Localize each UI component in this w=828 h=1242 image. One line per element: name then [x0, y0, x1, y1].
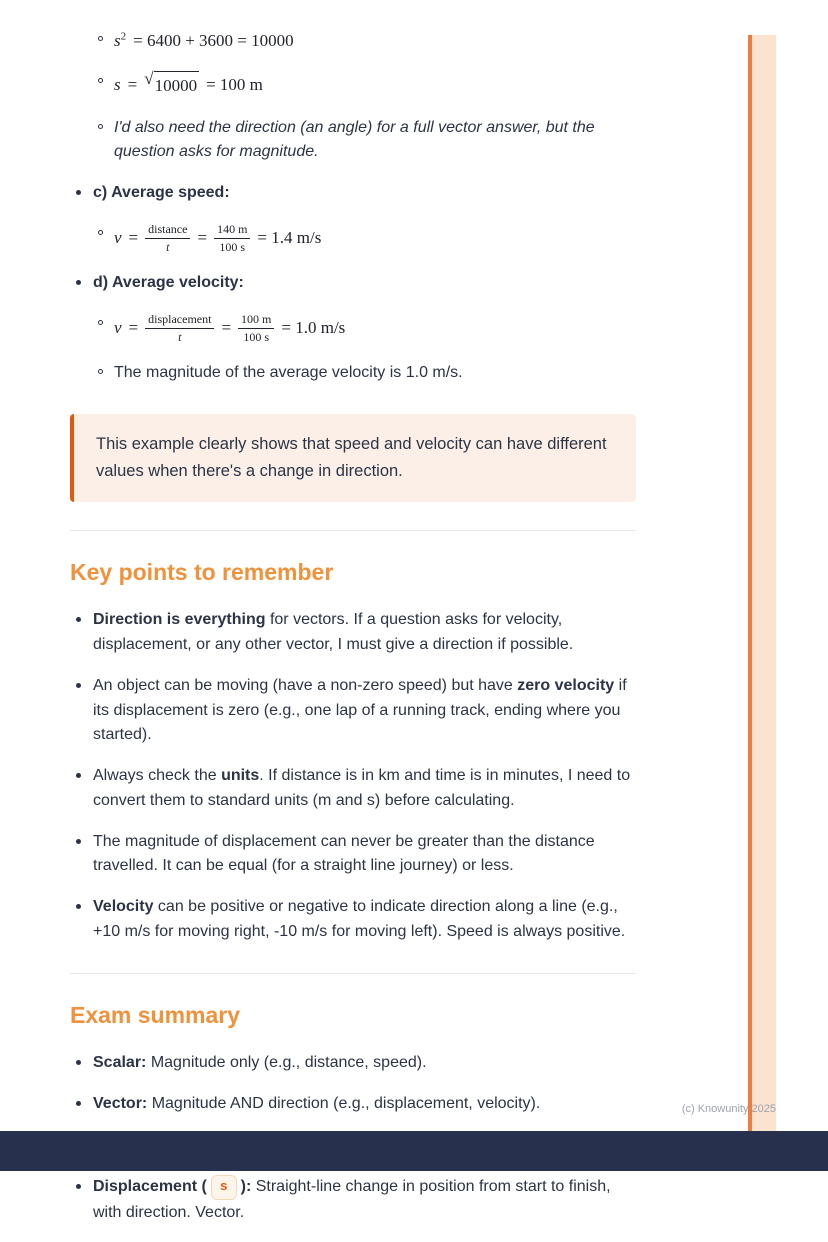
list-item [98, 222, 636, 255]
key-point: Direction is everything for vectors. If a question asks for velocity, displacement, or any other vector, I must give a direction if possible. [93, 611, 574, 653]
direction-note: I'd also need the direction (an angle) for a full vector answer, but the question asks for magnitude. [114, 118, 595, 161]
code-badge-s: s [211, 1175, 237, 1200]
math-fragment: = [128, 228, 139, 248]
document-content [70, 28, 636, 1242]
hollow-bullet-icon [98, 320, 103, 325]
math-fragment: = [128, 318, 139, 338]
key-point: An object can be moving (have a non-zero speed) but have zero velocity if its displacement is zero (e.g., one lap of a running track, ending where you started). [93, 676, 627, 744]
bullet-icon [76, 190, 81, 195]
fraction: $\frac{140 m}{100 s}$ [214, 222, 250, 255]
list-item [70, 1092, 636, 1117]
key-points-heading: Key points to remember [70, 559, 334, 586]
section-divider [70, 973, 636, 974]
list-item [70, 830, 636, 880]
part-c-label: c) Average speed: [93, 184, 230, 202]
math-fragment: = [127, 74, 138, 94]
list-item [98, 28, 636, 54]
exam-summary-heading: Exam summary [70, 1001, 241, 1028]
velocity-note: The magnitude of the average velocity is 1.0 m/s. [114, 363, 463, 381]
example-callout: This example clearly shows that speed and velocity can have different values when there's a change in direction. [70, 414, 636, 502]
key-point: Always check the units. If distance is in km and time is in minutes, I need to convert them to standard units (m and s) before calculating. [93, 767, 631, 809]
hollow-bullet-icon [98, 36, 103, 41]
part-d-label: d) Average velocity: [93, 274, 244, 292]
list-item [98, 116, 636, 166]
list-item [70, 271, 636, 296]
key-point: The magnitude of displacement can never be greater than the distance travelled. It can be equal (for a straight line journey) or less. [93, 832, 595, 875]
sqrt-expression: √ 10000 [144, 70, 199, 99]
equation-s-sqrt [114, 70, 636, 99]
key-point: Velocity can be positive or negative to indicate direction along a line (e.g., +10 m/s for moving right, -10 m/s for moving left). Speed is always positive. [93, 898, 626, 941]
bullet-icon [76, 1101, 81, 1106]
math-fragment: = [221, 318, 232, 338]
exam-point: Displacement ( s ): Straight-line change in position from start to finish, with direction. Vector. [93, 1175, 636, 1226]
list-item [98, 312, 636, 345]
list-item [70, 764, 636, 814]
math-fragment: = 1.4 m/s [257, 228, 322, 248]
list-item [70, 181, 636, 206]
list-item [70, 1051, 636, 1076]
hollow-bullet-icon [98, 78, 103, 83]
math-fragment: v [114, 318, 122, 338]
bullet-icon [76, 1184, 81, 1189]
copyright-watermark: (c) Knowunity 2025 [681, 1103, 776, 1115]
math-fragment: v [114, 228, 122, 248]
math-fragment: s [114, 74, 121, 94]
equation-average-velocity [114, 312, 636, 345]
section-divider [70, 530, 636, 531]
list-item [70, 1175, 636, 1226]
bullet-icon [76, 773, 81, 778]
bullet-icon [76, 617, 81, 622]
exam-point: Vector: Magnitude AND direction (e.g., displacement, velocity). [93, 1094, 541, 1112]
math-fragment: = 6400 + 3600 = 10000 [133, 31, 294, 50]
bullet-icon [76, 904, 81, 909]
fraction: $\frac{\text{distance}}{t}$ [145, 222, 190, 255]
list-item [98, 70, 636, 99]
footer-bar [0, 1131, 828, 1171]
hollow-bullet-icon [98, 369, 103, 374]
exam-point: Scalar: Magnitude only (e.g., distance, speed). [93, 1053, 427, 1071]
list-item [70, 608, 636, 658]
list-item [70, 674, 636, 748]
bullet-icon [76, 1060, 81, 1065]
fraction: $\frac{100 m}{100 s}$ [238, 312, 274, 345]
list-item [98, 361, 636, 386]
equation-s-squared [114, 28, 636, 54]
page-edge-band [752, 35, 776, 1131]
hollow-bullet-icon [98, 230, 103, 235]
bullet-icon [76, 839, 81, 844]
equation-average-speed [114, 222, 636, 255]
page-edge-line [748, 35, 752, 1131]
bullet-icon [76, 683, 81, 688]
list-item [70, 895, 636, 945]
math-fragment: = 1.0 m/s [281, 318, 346, 338]
math-fragment: = 100 m [206, 74, 263, 94]
bullet-icon [76, 280, 81, 285]
math-fragment: $s^2$ [114, 30, 127, 50]
fraction: $\frac{\text{displacement}}{t}$ [145, 312, 214, 345]
hollow-bullet-icon [98, 124, 103, 129]
math-fragment: = [197, 228, 208, 248]
